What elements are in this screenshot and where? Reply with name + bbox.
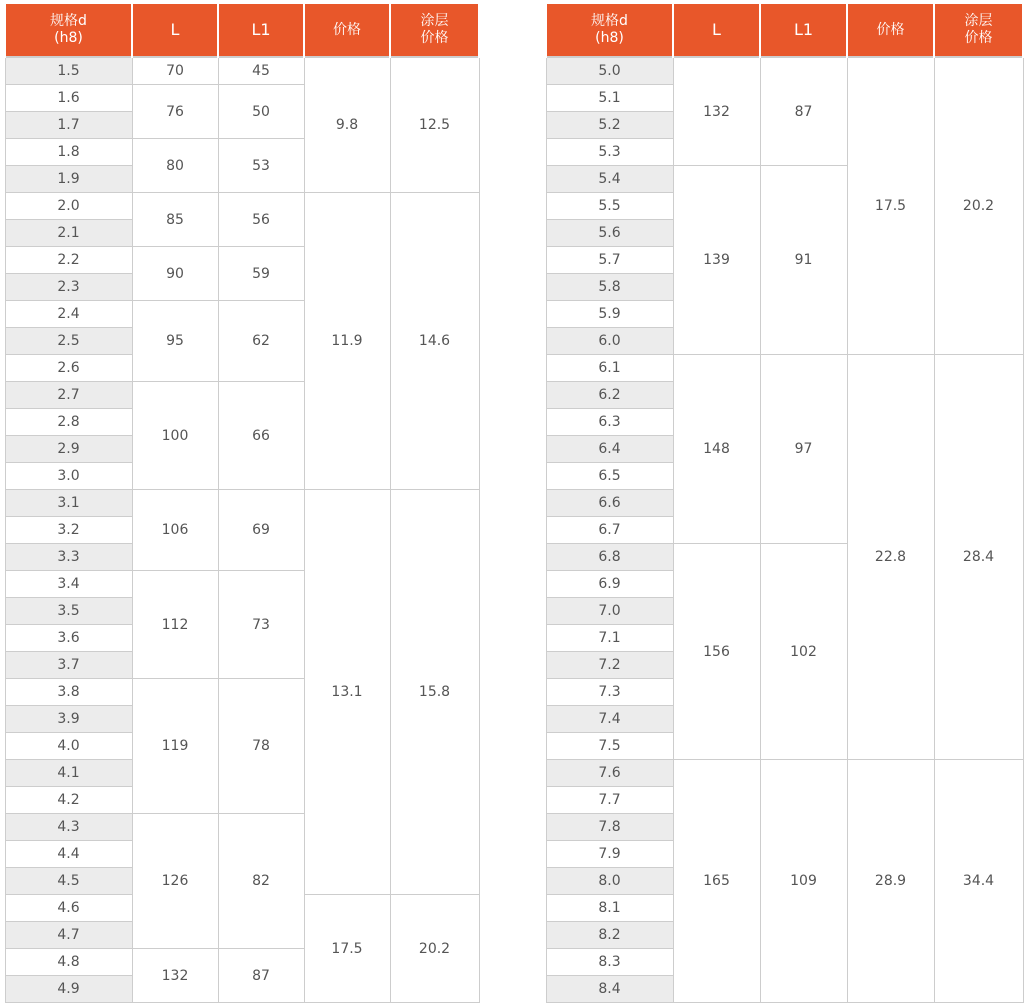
cell-d: 5.7 (546, 247, 673, 274)
cell-d: 6.8 (546, 544, 673, 571)
cell-l1: 66 (218, 382, 304, 490)
cell-d: 4.9 (5, 976, 132, 1003)
cell-d: 5.2 (546, 112, 673, 139)
table-row (546, 57, 1023, 85)
cell-l: 156 (673, 544, 760, 760)
cell-l: 119 (132, 679, 218, 814)
cell-l1: 45 (218, 57, 304, 85)
cell-d: 8.4 (546, 976, 673, 1003)
cell-d: 2.9 (5, 436, 132, 463)
spec-table-right (545, 4, 1024, 1003)
cell-d: 6.5 (546, 463, 673, 490)
header-d: 规格d (h8) (546, 4, 673, 57)
cell-d: 7.4 (546, 706, 673, 733)
cell-d: 1.6 (5, 85, 132, 112)
cell-d: 4.3 (5, 814, 132, 841)
cell-price: 22.8 (847, 355, 934, 760)
table-row (5, 57, 479, 85)
cell-d: 5.5 (546, 193, 673, 220)
cell-price: 11.9 (304, 193, 390, 490)
cell-d: 2.8 (5, 409, 132, 436)
cell-d: 1.5 (5, 57, 132, 85)
header-price: 价格 (847, 4, 934, 57)
cell-d: 5.0 (546, 57, 673, 85)
cell-l: 126 (132, 814, 218, 949)
cell-coat-price: 34.4 (934, 760, 1023, 1003)
cell-l1: 73 (218, 571, 304, 679)
cell-d: 1.8 (5, 139, 132, 166)
cell-d: 5.1 (546, 85, 673, 112)
cell-d: 2.7 (5, 382, 132, 409)
cell-l: 100 (132, 382, 218, 490)
cell-d: 8.0 (546, 868, 673, 895)
cell-l1: 87 (218, 949, 304, 1003)
cell-d: 5.6 (546, 220, 673, 247)
cell-d: 4.0 (5, 733, 132, 760)
cell-l1: 69 (218, 490, 304, 571)
cell-d: 3.9 (5, 706, 132, 733)
cell-l: 80 (132, 139, 218, 193)
cell-d: 7.1 (546, 625, 673, 652)
cell-d: 3.1 (5, 490, 132, 517)
header-price: 价格 (304, 4, 390, 57)
cell-l1: 82 (218, 814, 304, 949)
cell-d: 2.6 (5, 355, 132, 382)
cell-l1: 50 (218, 85, 304, 139)
cell-d: 1.7 (5, 112, 132, 139)
cell-l: 132 (132, 949, 218, 1003)
cell-d: 3.3 (5, 544, 132, 571)
cell-d: 4.6 (5, 895, 132, 922)
cell-d: 2.5 (5, 328, 132, 355)
cell-d: 1.9 (5, 166, 132, 193)
table-row (546, 760, 1023, 787)
cell-d: 4.7 (5, 922, 132, 949)
cell-d: 5.4 (546, 166, 673, 193)
cell-d: 8.3 (546, 949, 673, 976)
cell-l1: 109 (760, 760, 847, 1003)
cell-l: 139 (673, 166, 760, 355)
header-coat-price: 涂层 价格 (390, 4, 479, 57)
cell-d: 3.4 (5, 571, 132, 598)
cell-d: 7.6 (546, 760, 673, 787)
cell-d: 7.5 (546, 733, 673, 760)
cell-l1: 62 (218, 301, 304, 382)
cell-d: 3.5 (5, 598, 132, 625)
cell-d: 2.3 (5, 274, 132, 301)
cell-d: 3.6 (5, 625, 132, 652)
table-row (546, 355, 1023, 382)
cell-l: 90 (132, 247, 218, 301)
cell-coat-price: 12.5 (390, 57, 479, 193)
cell-l1: 102 (760, 544, 847, 760)
table-row (5, 490, 479, 517)
cell-d: 4.4 (5, 841, 132, 868)
cell-l: 148 (673, 355, 760, 544)
cell-price: 9.8 (304, 57, 390, 193)
cell-coat-price: 14.6 (390, 193, 479, 490)
cell-d: 7.3 (546, 679, 673, 706)
header-d: 规格d (h8) (5, 4, 132, 57)
cell-l: 165 (673, 760, 760, 1003)
cell-d: 7.8 (546, 814, 673, 841)
cell-d: 7.7 (546, 787, 673, 814)
cell-d: 5.9 (546, 301, 673, 328)
cell-coat-price: 28.4 (934, 355, 1023, 760)
cell-d: 2.1 (5, 220, 132, 247)
cell-price: 17.5 (304, 895, 390, 1003)
cell-l: 112 (132, 571, 218, 679)
cell-l1: 97 (760, 355, 847, 544)
cell-d: 3.0 (5, 463, 132, 490)
cell-d: 8.2 (546, 922, 673, 949)
cell-coat-price: 20.2 (390, 895, 479, 1003)
cell-d: 8.1 (546, 895, 673, 922)
cell-d: 4.1 (5, 760, 132, 787)
header-l1: L1 (760, 4, 847, 57)
cell-d: 5.8 (546, 274, 673, 301)
cell-d: 6.9 (546, 571, 673, 598)
cell-l: 95 (132, 301, 218, 382)
cell-d: 5.3 (546, 139, 673, 166)
cell-d: 6.4 (546, 436, 673, 463)
cell-d: 2.4 (5, 301, 132, 328)
cell-d: 6.0 (546, 328, 673, 355)
cell-d: 4.8 (5, 949, 132, 976)
spec-table-left (4, 4, 480, 1003)
header-l: L (673, 4, 760, 57)
cell-price: 13.1 (304, 490, 390, 895)
cell-d: 4.2 (5, 787, 132, 814)
cell-coat-price: 20.2 (934, 57, 1023, 355)
cell-d: 4.5 (5, 868, 132, 895)
header-l1: L1 (218, 4, 304, 57)
cell-coat-price: 15.8 (390, 490, 479, 895)
cell-d: 7.0 (546, 598, 673, 625)
cell-d: 2.2 (5, 247, 132, 274)
cell-l: 106 (132, 490, 218, 571)
cell-d: 3.7 (5, 652, 132, 679)
cell-l: 76 (132, 85, 218, 139)
cell-d: 6.7 (546, 517, 673, 544)
cell-l1: 53 (218, 139, 304, 193)
cell-d: 6.2 (546, 382, 673, 409)
table-row (5, 193, 479, 220)
cell-d: 6.1 (546, 355, 673, 382)
header-row (5, 4, 479, 57)
cell-d: 6.3 (546, 409, 673, 436)
cell-d: 3.2 (5, 517, 132, 544)
header-l: L (132, 4, 218, 57)
cell-l1: 78 (218, 679, 304, 814)
cell-l: 132 (673, 57, 760, 166)
cell-l: 70 (132, 57, 218, 85)
cell-d: 2.0 (5, 193, 132, 220)
cell-l1: 91 (760, 166, 847, 355)
cell-l1: 87 (760, 57, 847, 166)
cell-d: 7.2 (546, 652, 673, 679)
cell-price: 28.9 (847, 760, 934, 1003)
header-row (546, 4, 1023, 57)
header-coat-price: 涂层 价格 (934, 4, 1023, 57)
cell-price: 17.5 (847, 57, 934, 355)
cell-l1: 59 (218, 247, 304, 301)
cell-l1: 56 (218, 193, 304, 247)
cell-l: 85 (132, 193, 218, 247)
cell-d: 6.6 (546, 490, 673, 517)
cell-d: 3.8 (5, 679, 132, 706)
cell-d: 7.9 (546, 841, 673, 868)
